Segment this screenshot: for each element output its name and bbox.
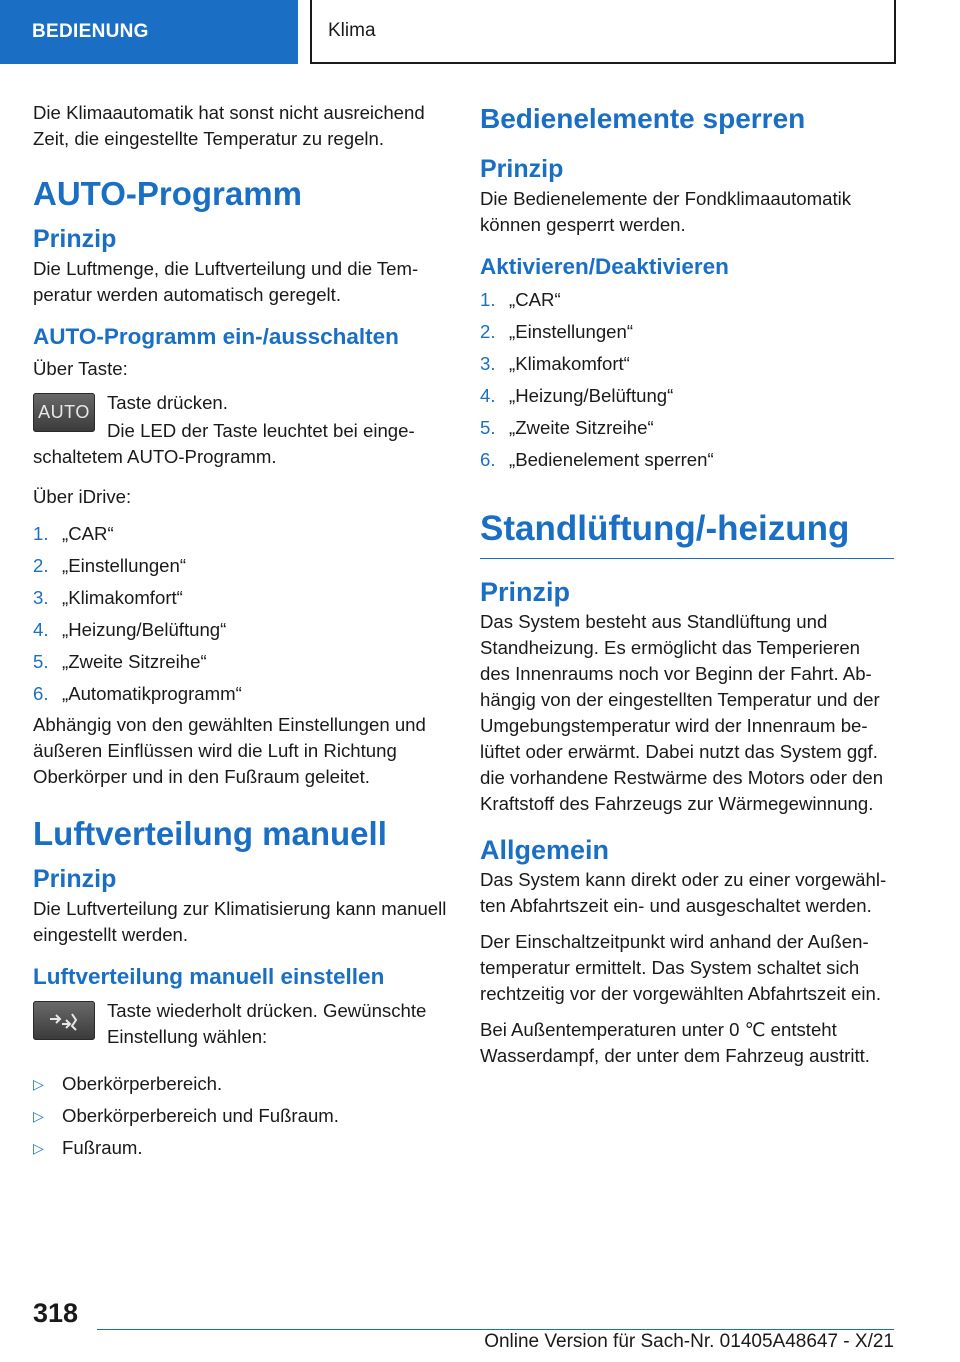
list-item	[480, 444, 894, 476]
option-text: Oberkörperbereich und Fußraum.	[62, 1105, 339, 1126]
manual-principle-text: Die Luftverteilung zur Klimatisierung kann manuell eingestellt werden.	[33, 898, 447, 945]
lock-heading: Bedienelemente sperren	[480, 103, 806, 134]
auto-steps	[33, 518, 447, 710]
list-item	[480, 316, 894, 348]
park-general-3: Bei Außentemperaturen unter 0 ℃ entsteht Wasserdampf, der unter dem Fahrzeug austritt.	[480, 1019, 870, 1066]
auto-principle-text: Die Luftmenge, die Luftverteilung und die Temperatur werden automatisch geregelt.	[33, 258, 419, 305]
step-text: „Heizung/Belüftung“	[509, 385, 674, 406]
triangle-bullet-icon: ▷	[33, 1108, 44, 1124]
list-item	[480, 348, 894, 380]
step-number: 2.	[480, 321, 496, 342]
auto-after-text: Abhängig von den gewählten Einstellungen und äußeren Einflüssen wird die Luft in Richtung Oberkörper und in den Fußraum geleitet.	[33, 714, 426, 787]
step-number: 3.	[33, 587, 49, 608]
press-text: Taste drücken.	[107, 392, 228, 413]
list-item	[480, 284, 894, 316]
step-number: 6.	[33, 683, 49, 704]
lock-activate-heading: Aktivieren/Deaktivieren	[480, 254, 729, 279]
park-general-heading: Allgemein	[480, 835, 610, 865]
lock-principle-heading: Prinzip	[480, 155, 564, 183]
manual-heading: Luftverteilung manuell	[33, 815, 387, 852]
manual-principle-heading: Prinzip	[33, 865, 117, 893]
led-text-content: Die LED der Taste leuchtet bei eingeschaltetem AUTO-Programm.	[33, 420, 415, 467]
step-text: „Heizung/Belüftung“	[62, 619, 227, 640]
step-text: „Klimakomfort“	[62, 587, 183, 608]
list-item	[33, 614, 447, 646]
option-text: Oberkörperbereich.	[62, 1073, 223, 1094]
option-text: Fußraum.	[62, 1137, 143, 1158]
list-item	[480, 380, 894, 412]
list-item	[33, 646, 447, 678]
section-title: Klima	[310, 0, 896, 64]
manual-options	[33, 1068, 447, 1164]
list-item	[33, 550, 447, 582]
list-item	[33, 1068, 447, 1100]
step-text: „Klimakomfort“	[509, 353, 630, 374]
step-number: 2.	[33, 555, 49, 576]
via-button-label: Über Taste:	[33, 358, 128, 379]
auto-button-icon: AUTO	[33, 393, 95, 432]
list-item	[33, 1100, 447, 1132]
step-text: „Zweite Sitzreihe“	[509, 417, 654, 438]
intro-text: Die Klimaautomatik hat sonst nicht ausreichend Zeit, die eingestellte Temperatur zu regeln.	[33, 102, 425, 149]
via-idrive-label: Über iDrive:	[33, 486, 132, 507]
park-heading: Standlüftung/-heizung	[480, 506, 894, 559]
step-number: 3.	[480, 353, 496, 374]
list-item	[33, 1132, 447, 1164]
manual-set-text: Taste wiederholt drücken. Gewünschte Einstellung wählen:	[107, 1000, 427, 1047]
air-distribution-icon	[33, 1001, 95, 1040]
airflow-button-row	[33, 998, 447, 1050]
step-text: „Bedienelement sperren“	[509, 449, 714, 470]
step-number: 1.	[480, 289, 496, 310]
lock-steps	[480, 284, 894, 476]
right-column	[480, 100, 894, 1069]
step-number: 4.	[480, 385, 496, 406]
lock-principle-text: Die Bedienelemente der Fondklimaautomatik können gesperrt werden.	[480, 188, 852, 235]
step-number: 1.	[33, 523, 49, 544]
auto-toggle-heading: AUTO-Programm ein-/ausschalten	[33, 324, 399, 349]
chapter-tab: BEDIENUNG	[0, 0, 298, 64]
step-number: 5.	[480, 417, 496, 438]
step-number: 5.	[33, 651, 49, 672]
park-general-2: Der Einschaltzeitpunkt wird anhand der Außentemperatur ermittelt. Das System schaltet sich rechtzeitig vor der vorgewählten Abfahrtszeit ein.	[480, 931, 882, 1004]
led-text	[33, 418, 447, 470]
step-text: „Einstellungen“	[62, 555, 187, 576]
step-text: „Automatikprogramm“	[62, 683, 242, 704]
park-principle-heading: Prinzip	[480, 577, 571, 607]
step-text: „CAR“	[509, 289, 561, 310]
auto-principle-heading: Prinzip	[33, 225, 117, 253]
step-text: „CAR“	[62, 523, 114, 544]
footer-divider	[97, 1329, 894, 1330]
triangle-bullet-icon: ▷	[33, 1140, 44, 1156]
list-item	[33, 582, 447, 614]
list-item	[480, 412, 894, 444]
online-version-text: Online Version für Sach-Nr. 01405A48647 - X/21	[484, 1331, 894, 1352]
triangle-bullet-icon: ▷	[33, 1076, 44, 1092]
auto-heading: AUTO-Programm	[33, 175, 302, 212]
left-column	[33, 100, 447, 1164]
page-number: 318	[33, 1298, 79, 1328]
step-number: 4.	[33, 619, 49, 640]
step-text: „Einstellungen“	[509, 321, 634, 342]
step-number: 6.	[480, 449, 496, 470]
manual-set-heading: Luftverteilung manuell einstellen	[33, 964, 385, 989]
step-text: „Zweite Sitzreihe“	[62, 651, 207, 672]
park-general-1: Das System kann direkt oder zu einer vorgewählten Abfahrtszeit ein- und ausgeschaltet werden.	[480, 869, 887, 916]
list-item	[33, 678, 447, 710]
park-principle-text: Das System besteht aus Standlüftung und Standheizung. Es ermöglicht das Temperieren des Innenraums noch vor Beginn der Fahrt. Abhängig von der eingestellten Temperatur und der Umgebungstemperatur wird der Innenraum belüftet oder erwärmt. Dabei nutzt das System ggf. die vorhandene Restwärme des Motors oder den Kraftstoff des Fahrzeugs zur Wärmegewinnung.	[480, 611, 884, 814]
list-item	[33, 518, 447, 550]
